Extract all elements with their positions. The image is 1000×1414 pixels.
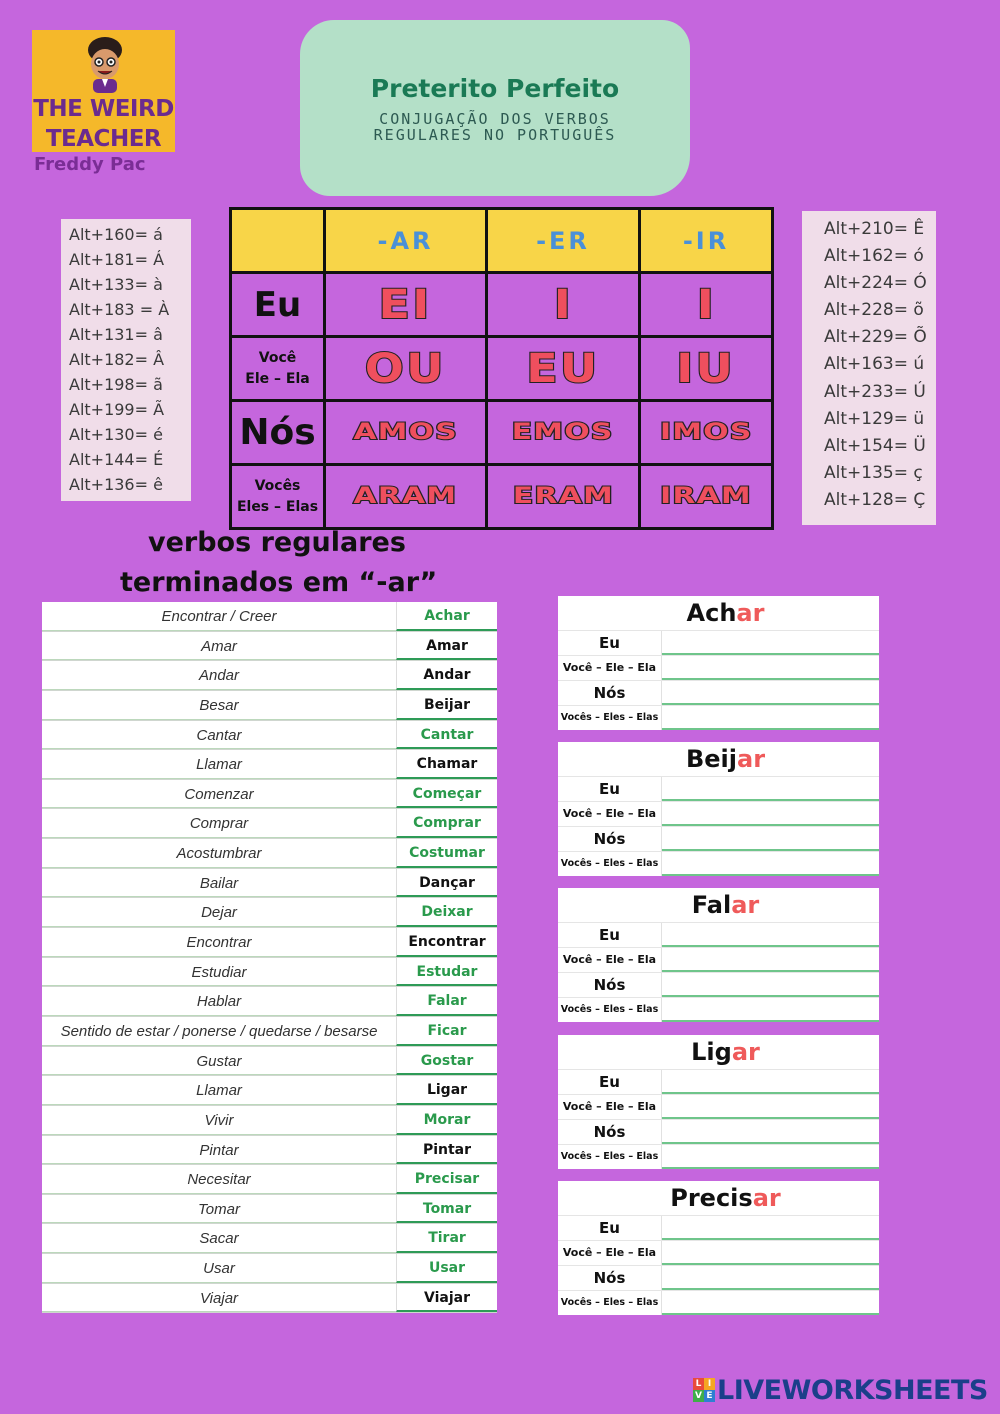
verb-suffix: ar: [737, 745, 766, 773]
practice-row: [558, 680, 879, 705]
verb-spanish: Encontrar / Creer: [42, 602, 396, 631]
practice-row: [558, 705, 879, 730]
verb-spanish: Amar: [42, 632, 396, 661]
alt-code-line: Alt+136= ê: [69, 475, 163, 494]
alt-code-line: Alt+233= Ú: [824, 381, 926, 402]
page-subtitle-line1: CONJUGAÇÃO DOS VERBOS: [379, 110, 611, 128]
logo-author-name: Freddy Pac: [34, 154, 146, 175]
verb-suffix: ar: [752, 1184, 781, 1212]
verb-row: [42, 1017, 497, 1047]
verb-row: [42, 1076, 497, 1106]
verb-portuguese: Chamar: [396, 750, 497, 779]
alt-code-line: Alt+162= ó: [824, 246, 924, 267]
conjugation-answer-input[interactable]: [662, 802, 879, 826]
conjugation-row-voces: [231, 465, 773, 529]
practice-pronoun-label: Vocês – Eles – Elas: [558, 852, 662, 876]
practice-row: [558, 1144, 879, 1169]
verb-row: [42, 1254, 497, 1284]
alt-code-line: Alt+133= à: [69, 275, 163, 294]
verb-spanish: Cantar: [42, 721, 396, 750]
alt-code-line: Alt+128= Ç: [824, 489, 926, 510]
conjugation-answer-input[interactable]: [662, 948, 879, 972]
verb-row: [42, 1165, 497, 1195]
page-title: Preterito Perfeito: [370, 74, 620, 103]
conjugation-answer-input[interactable]: [662, 998, 879, 1022]
practice-card-verb: [558, 888, 879, 922]
verb-portuguese: Tirar: [396, 1224, 497, 1253]
practice-card-ligar: [558, 1035, 879, 1169]
alt-code-line: Alt+229= Õ: [824, 327, 927, 348]
practice-pronoun-label: Você – Ele – Ela: [558, 948, 662, 972]
verb-portuguese: Tomar: [396, 1195, 497, 1224]
verb-suffix: ar: [731, 891, 760, 919]
verb-portuguese: Começar: [396, 780, 497, 809]
verb-row: [42, 1224, 497, 1254]
conjugation-answer-input[interactable]: [662, 631, 879, 655]
alt-code-line: Alt+224= Ó: [824, 273, 927, 294]
verb-spanish: Pintar: [42, 1136, 396, 1165]
conjugation-answer-input[interactable]: [662, 777, 879, 801]
alt-code-line: Alt+154= Ü: [824, 435, 926, 456]
teacher-cartoon-icon: [80, 34, 130, 96]
verb-spanish: Bailar: [42, 869, 396, 898]
conjugation-corner-cell: [231, 209, 325, 273]
verb-row: [42, 1284, 497, 1314]
alt-code-line: Alt+135= ç: [824, 462, 923, 483]
practice-pronoun-label: Nós: [558, 1120, 662, 1144]
verb-portuguese: Morar: [396, 1106, 497, 1135]
verb-portuguese: Precisar: [396, 1165, 497, 1194]
header-er: -ER: [487, 209, 640, 273]
verb-row: [42, 1136, 497, 1166]
practice-row: [558, 997, 879, 1022]
title-card: [300, 20, 690, 196]
alt-code-line: Alt+210= Ê: [824, 219, 925, 239]
practice-row: [558, 826, 879, 851]
verb-row: [42, 987, 497, 1017]
ending-nos-er: EMOS: [487, 401, 640, 465]
ending-eu-ar: EI: [325, 273, 487, 337]
verb-stem: Fal: [691, 891, 732, 919]
ending-voces-ir: IRAM: [640, 465, 773, 529]
teacher-logo: [32, 30, 175, 180]
verb-portuguese: Ficar: [396, 1017, 497, 1046]
practice-pronoun-label: Vocês – Eles – Elas: [558, 998, 662, 1022]
practice-row: [558, 1215, 879, 1240]
logo-title-line1: THE WEIRD: [33, 96, 174, 122]
conjugation-answer-input[interactable]: [662, 656, 879, 680]
verb-spanish: Llamar: [42, 1076, 396, 1105]
conjugation-answer-input[interactable]: [662, 1266, 879, 1290]
conjugation-row-eu: [231, 273, 773, 337]
practice-pronoun-label: Eu: [558, 777, 662, 801]
verb-spanish: Gustar: [42, 1047, 396, 1076]
verb-row: [42, 1195, 497, 1225]
conjugation-answer-input[interactable]: [662, 1291, 879, 1315]
verb-row: [42, 898, 497, 928]
conjugation-answer-input[interactable]: [662, 973, 879, 997]
verb-spanish: Vivir: [42, 1106, 396, 1135]
verb-spanish: Encontrar: [42, 928, 396, 957]
verb-row: [42, 750, 497, 780]
practice-pronoun-label: Eu: [558, 923, 662, 947]
alt-codes-uppercase-box: [802, 211, 936, 525]
pronoun-voces: Vocês Eles – Elas: [231, 465, 325, 529]
liveworksheets-badge-icon: L I V E: [693, 1378, 715, 1402]
section-heading-line1: verbos regulares: [148, 527, 406, 558]
conjugation-answer-input[interactable]: [662, 1145, 879, 1169]
verb-portuguese: Gostar: [396, 1047, 497, 1076]
ending-voces-er: ERAM: [487, 465, 640, 529]
conjugation-answer-input[interactable]: [662, 827, 879, 851]
practice-row: [558, 1094, 879, 1119]
verb-portuguese: Falar: [396, 987, 497, 1016]
verb-spanish: Acostumbrar: [42, 839, 396, 868]
ending-eu-er: I: [487, 273, 640, 337]
verb-vocabulary-list: [42, 602, 497, 1313]
practice-pronoun-label: Eu: [558, 1216, 662, 1240]
practice-pronoun-label: Vocês – Eles – Elas: [558, 1145, 662, 1169]
alt-code-line: Alt+160= á: [69, 225, 163, 244]
practice-row: [558, 922, 879, 947]
verb-stem: Beij: [685, 745, 737, 773]
verb-row: [42, 1106, 497, 1136]
verb-suffix: ar: [731, 1038, 760, 1066]
alt-code-line: Alt+228= õ: [824, 300, 924, 321]
practice-pronoun-label: Vocês – Eles – Elas: [558, 1291, 662, 1315]
conjugation-row-nos: [231, 401, 773, 465]
alt-code-line: Alt+131= â: [69, 325, 163, 344]
ending-voce-er: EU: [487, 337, 640, 401]
practice-row: [558, 1119, 879, 1144]
conjugation-answer-input[interactable]: [662, 706, 879, 730]
verb-portuguese: Andar: [396, 661, 497, 690]
conjugation-answer-input[interactable]: [662, 852, 879, 876]
practice-pronoun-label: Vocês – Eles – Elas: [558, 706, 662, 730]
verb-spanish: Andar: [42, 661, 396, 690]
practice-pronoun-label: Você – Ele – Ela: [558, 656, 662, 680]
verb-spanish: Usar: [42, 1254, 396, 1283]
practice-card-verb: [558, 1181, 879, 1215]
alt-code-line: Alt+129= ü: [824, 408, 925, 429]
verb-portuguese: Ligar: [396, 1076, 497, 1105]
practice-row: [558, 1290, 879, 1315]
verb-portuguese: Pintar: [396, 1136, 497, 1165]
page-subtitle-line2: REGULARES NO PORTUGUÊS: [373, 126, 617, 144]
practice-pronoun-label: Nós: [558, 973, 662, 997]
conjugation-answer-input[interactable]: [662, 1241, 879, 1265]
pronoun-nos: Nós: [231, 401, 325, 465]
verb-portuguese: Costumar: [396, 839, 497, 868]
practice-pronoun-label: Nós: [558, 681, 662, 705]
conjugation-answer-input[interactable]: [662, 1070, 879, 1094]
verb-row: [42, 691, 497, 721]
verb-portuguese: Viajar: [396, 1284, 497, 1313]
verb-spanish: Sacar: [42, 1224, 396, 1253]
ending-voces-ar: ARAM: [325, 465, 487, 529]
practice-row: [558, 972, 879, 997]
verb-spanish: Llamar: [42, 750, 396, 779]
conjugation-answer-input[interactable]: [662, 1095, 879, 1119]
conjugation-answer-input[interactable]: [662, 681, 879, 705]
conjugation-answer-input[interactable]: [662, 923, 879, 947]
practice-pronoun-label: Eu: [558, 631, 662, 655]
verb-row: [42, 958, 497, 988]
verb-spanish: Comprar: [42, 809, 396, 838]
verb-spanish: Besar: [42, 691, 396, 720]
liveworksheets-logo: [693, 1374, 988, 1406]
verb-spanish: Comenzar: [42, 780, 396, 809]
alt-codes-lowercase-box: [61, 219, 191, 501]
verb-portuguese: Deixar: [396, 898, 497, 927]
conjugation-table: [229, 207, 774, 530]
ending-nos-ir: IMOS: [640, 401, 773, 465]
verb-stem: Lig: [691, 1038, 732, 1066]
verb-stem: Ach: [686, 599, 737, 627]
verb-row: [42, 928, 497, 958]
header-ar: -AR: [325, 209, 487, 273]
verb-spanish: Dejar: [42, 898, 396, 927]
verb-portuguese: Usar: [396, 1254, 497, 1283]
verb-row: [42, 632, 497, 662]
verb-portuguese: Dançar: [396, 869, 497, 898]
conjugation-answer-input[interactable]: [662, 1120, 879, 1144]
practice-row: [558, 1240, 879, 1265]
verb-spanish: Sentido de estar / ponerse / quedarse / besarse: [42, 1017, 396, 1046]
verb-spanish: Tomar: [42, 1195, 396, 1224]
pronoun-voce: Você Ele – Ela: [231, 337, 325, 401]
practice-row: [558, 776, 879, 801]
practice-pronoun-label: Você – Ele – Ela: [558, 802, 662, 826]
verb-portuguese: Comprar: [396, 809, 497, 838]
verb-row: [42, 869, 497, 899]
practice-row: [558, 1069, 879, 1094]
verb-stem: Precis: [670, 1184, 753, 1212]
verb-row: [42, 839, 497, 869]
alt-code-line: Alt+198= ã: [69, 375, 163, 394]
verb-portuguese: Encontrar: [396, 928, 497, 957]
practice-card-achar: [558, 596, 879, 730]
practice-row: [558, 851, 879, 876]
practice-pronoun-label: Nós: [558, 827, 662, 851]
verb-portuguese: Amar: [396, 632, 497, 661]
verb-portuguese: Estudar: [396, 958, 497, 987]
conjugation-row-voce: [231, 337, 773, 401]
practice-card-precisar: [558, 1181, 879, 1315]
practice-card-verb: [558, 1035, 879, 1069]
verb-row: [42, 809, 497, 839]
verb-row: [42, 661, 497, 691]
practice-pronoun-label: Eu: [558, 1070, 662, 1094]
practice-card-beijar: [558, 742, 879, 876]
logo-title-line2: TEACHER: [45, 126, 162, 152]
practice-row: [558, 801, 879, 826]
practice-row: [558, 1265, 879, 1290]
ending-nos-ar: AMOS: [325, 401, 487, 465]
ending-eu-ir: I: [640, 273, 773, 337]
alt-code-line: Alt+163= ú: [824, 354, 925, 375]
verb-portuguese: Cantar: [396, 721, 497, 750]
practice-card-verb: [558, 742, 879, 776]
ending-voce-ir: IU: [640, 337, 773, 401]
pronoun-eu: Eu: [231, 273, 325, 337]
alt-code-line: Alt+144= É: [69, 450, 164, 469]
verb-spanish: Viajar: [42, 1284, 396, 1313]
practice-pronoun-label: Nós: [558, 1266, 662, 1290]
alt-code-line: Alt+183 = À: [69, 300, 170, 319]
practice-card-verb: [558, 596, 879, 630]
alt-code-line: Alt+182= Â: [69, 350, 165, 369]
verb-portuguese: Beijar: [396, 691, 497, 720]
conjugation-header-row: [231, 209, 773, 273]
verb-row: [42, 1047, 497, 1077]
verb-portuguese: Achar: [396, 602, 497, 631]
verb-suffix: ar: [736, 599, 765, 627]
verb-row: [42, 780, 497, 810]
liveworksheets-wordmark: LIVEWORKSHEETS: [717, 1374, 988, 1406]
alt-code-line: Alt+199= Ã: [69, 400, 165, 419]
verb-row: [42, 602, 497, 632]
practice-pronoun-label: Você – Ele – Ela: [558, 1095, 662, 1119]
verb-row: [42, 721, 497, 751]
alt-code-line: Alt+181= Á: [69, 250, 165, 269]
header-ir: -IR: [640, 209, 773, 273]
verb-spanish: Hablar: [42, 987, 396, 1016]
practice-row: [558, 655, 879, 680]
verb-spanish: Necesitar: [42, 1165, 396, 1194]
alt-code-line: Alt+130= é: [69, 425, 163, 444]
practice-row: [558, 630, 879, 655]
ending-voce-ar: OU: [325, 337, 487, 401]
practice-pronoun-label: Você – Ele – Ela: [558, 1241, 662, 1265]
practice-card-falar: [558, 888, 879, 1022]
section-heading-line2: terminados em “-ar”: [120, 567, 438, 598]
verb-spanish: Estudiar: [42, 958, 396, 987]
practice-row: [558, 947, 879, 972]
conjugation-answer-input[interactable]: [662, 1216, 879, 1240]
